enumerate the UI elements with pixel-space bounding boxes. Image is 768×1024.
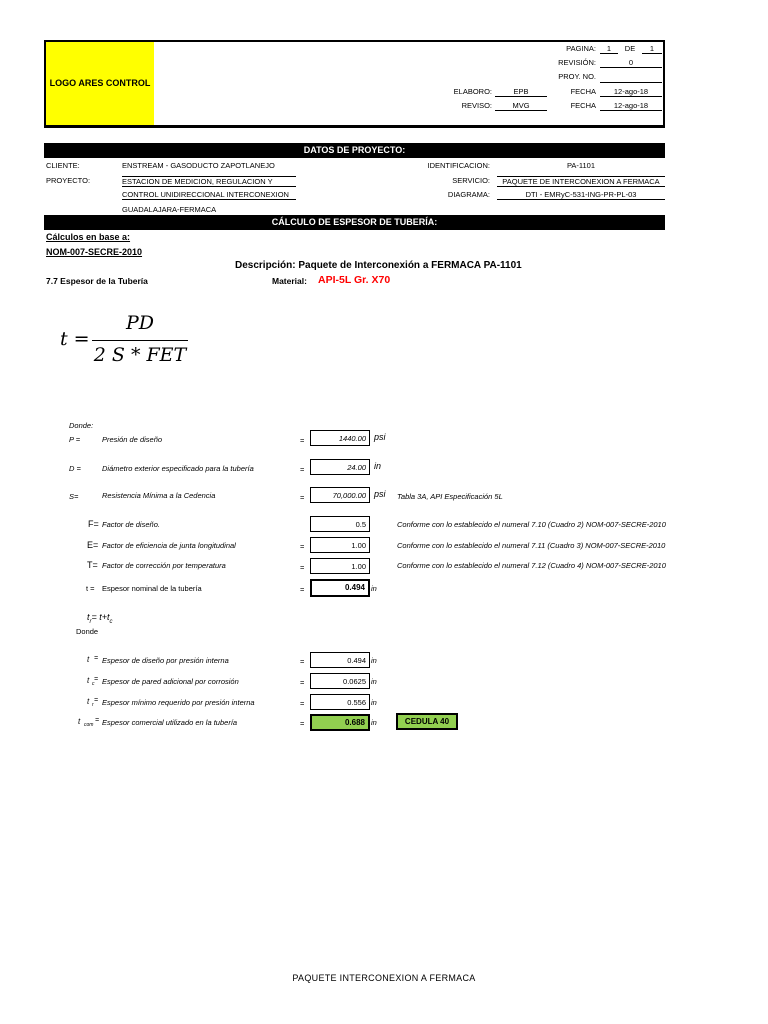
result-row-desc: Espesor comercial utilizado en la tubería	[102, 718, 238, 727]
fecha2-value: 12-ago-18	[600, 101, 662, 111]
F-note: Conforme con lo establecido el numeral 7.10 (Cuadro 2) NOM-007-SECRE-2010	[397, 520, 666, 529]
result-row-value-box: 0.494	[310, 652, 370, 668]
proyecto-label: PROYECTO:	[46, 176, 91, 185]
S-unit: psi	[374, 489, 386, 499]
de-label: DE	[624, 44, 636, 53]
D-desc: Diámetro exterior especificado para la tubería	[102, 464, 254, 473]
P-eq: =	[300, 436, 305, 445]
result-row-unit: in	[371, 698, 377, 707]
proyecto-line2: CONTROL UNIDIRECCIONAL INTERCONEXION	[122, 190, 296, 200]
logo-text: LOGO ARES CONTROL	[49, 78, 151, 88]
header-inner-bottom	[44, 125, 665, 126]
T-desc: Factor de corrección por temperatura	[102, 561, 226, 570]
formula-lhs: t =	[60, 328, 90, 350]
E-symbol: E=	[87, 540, 99, 550]
proy-value	[600, 72, 662, 83]
calculo-band: CÁLCULO DE ESPESOR DE TUBERÍA:	[44, 215, 665, 230]
page-footer: PAQUETE INTERCONEXION A FERMACA	[292, 973, 476, 983]
result-row-value-box: 0.0625	[310, 673, 370, 689]
datos-proyecto-band: DATOS DE PROYECTO:	[44, 143, 665, 158]
S-symbol: S=	[69, 492, 79, 501]
t-eq: =	[300, 585, 305, 594]
result-row-eq: =	[300, 678, 305, 687]
F-value-box: 0.5	[310, 516, 370, 532]
result-row-symbol: t	[87, 676, 90, 685]
S-note: Tabla 3A, API Especificación 5L	[397, 492, 503, 501]
formula-bar	[92, 340, 188, 341]
S-value-box: 70,000.00	[310, 487, 370, 503]
t-unit: in	[371, 584, 377, 593]
S-desc: Resistencia Mínima a la Cedencia	[102, 491, 216, 500]
F-symbol: F=	[88, 519, 99, 529]
material-value: API-5L Gr. X70	[318, 274, 391, 286]
result-row-assign: =	[94, 697, 99, 704]
fecha1-label: FECHA	[570, 87, 596, 96]
result-row-unit: in	[371, 718, 377, 727]
donde-label: Donde:	[69, 421, 94, 430]
pagina-value: 1	[600, 44, 618, 54]
P-desc: Presión de diseño	[102, 435, 163, 444]
result-row-eq: =	[300, 699, 305, 708]
result-row-subscript: c	[92, 681, 95, 687]
result-row-value-box: 0.556	[310, 694, 370, 710]
cliente-label: CLIENTE:	[46, 161, 80, 170]
formula-numerator: PD	[125, 312, 155, 334]
result-row-assign: =	[95, 717, 100, 724]
P-value-box: 1440.00	[310, 430, 370, 446]
revision-label: REVISIÓN:	[558, 58, 596, 67]
cliente-value: ENSTREAM - GASODUCTO ZAPOTLANEJO	[122, 161, 275, 170]
result-row-subscript: r	[92, 702, 94, 708]
formula-denominator: 2 S * FET	[93, 344, 187, 366]
result-row-symbol: t	[87, 697, 90, 706]
D-value-box: 24.00	[310, 459, 370, 475]
logo-box	[46, 42, 154, 125]
descripcion: Descripción: Paquete de Interconexión a FERMACA PA-1101	[235, 260, 522, 271]
elaboro-value: EPB	[495, 87, 547, 97]
tr-equation: $t_r= t+t_c$	[87, 612, 113, 625]
proy-label: PROY. NO.	[558, 72, 596, 81]
result-row-desc: Espesor mínimo requerido por presión interna	[102, 698, 255, 707]
proyecto-line1: ESTACION DE MEDICION, REGULACION Y	[122, 176, 296, 187]
E-value-box: 1.00	[310, 537, 370, 553]
result-row-eq: =	[300, 719, 305, 728]
D-symbol: D =	[69, 464, 81, 473]
fecha2-label: FECHA	[570, 101, 596, 110]
t-symbol: t =	[86, 584, 95, 593]
result-row-assign: =	[94, 676, 99, 683]
norm-label: NOM-007-SECRE-2010	[46, 247, 143, 257]
result-row-unit: in	[371, 656, 377, 665]
result-row-symbol: t	[87, 655, 90, 664]
result-row-eq: =	[300, 657, 305, 666]
E-desc: Factor de eficiencia de junta longitudinal	[102, 541, 236, 550]
P-symbol: P =	[69, 435, 81, 444]
proyecto-line3: GUADALAJARA-FERMACA	[122, 205, 217, 214]
diagrama-label: DIAGRAMA:	[447, 190, 490, 199]
result-row-subscript: com	[84, 722, 94, 728]
servicio-label: SERVICIO:	[452, 176, 490, 185]
servicio-value: PAQUETE DE INTERCONEXION A FERMACA	[497, 176, 665, 187]
E-note: Conforme con lo establecido el numeral 7.11 (Cuadro 3) NOM-007-SECRE-2010	[397, 541, 666, 550]
diagrama-value: DTI - EMRyC-531-ING-PR-PL-03	[497, 190, 665, 200]
reviso-value: MVG	[495, 101, 547, 111]
fecha1-value: 12-ago-18	[600, 87, 662, 97]
ident-value: PA-1101	[566, 161, 596, 170]
T-eq: =	[300, 563, 305, 572]
ident-label: IDENTIFICACION:	[427, 161, 490, 170]
pagina-label: PAGINA:	[566, 44, 596, 53]
E-eq: =	[300, 542, 305, 551]
result-row-value-box: 0.688	[310, 714, 370, 731]
result-row-desc: Espesor de diseño por presión interna	[102, 656, 229, 665]
section-title: 7.7 Espesor de la Tubería	[46, 276, 148, 286]
result-donde: Donde	[76, 627, 99, 636]
revision-value: 0	[600, 58, 662, 68]
P-unit: psi	[374, 432, 386, 442]
result-row-desc: Espesor de pared adicional por corrosión	[102, 677, 239, 686]
D-unit: in	[374, 461, 382, 471]
t-value-box: 0.494	[310, 579, 370, 597]
result-row-assign: =	[94, 655, 99, 662]
S-eq: =	[300, 493, 305, 502]
de-value: 1	[642, 44, 662, 54]
T-note: Conforme con lo establecido el numeral 7.12 (Cuadro 4) NOM-007-SECRE-2010	[397, 561, 666, 570]
T-value-box: 1.00	[310, 558, 370, 574]
D-eq: =	[300, 465, 305, 474]
result-row-unit: in	[371, 677, 377, 686]
T-symbol: T=	[87, 560, 98, 570]
F-desc: Factor de diseño.	[102, 520, 160, 529]
material-label: Material:	[272, 276, 307, 286]
elaboro-label: ELABORO:	[453, 87, 492, 96]
result-row-symbol: t	[78, 717, 81, 726]
base-label: Cálculos en base a:	[46, 232, 131, 242]
cedula-badge: CEDULA 40	[396, 713, 458, 730]
t-desc: Espesor nominal de la tubería	[102, 584, 202, 593]
reviso-label: REVISO:	[461, 101, 492, 110]
